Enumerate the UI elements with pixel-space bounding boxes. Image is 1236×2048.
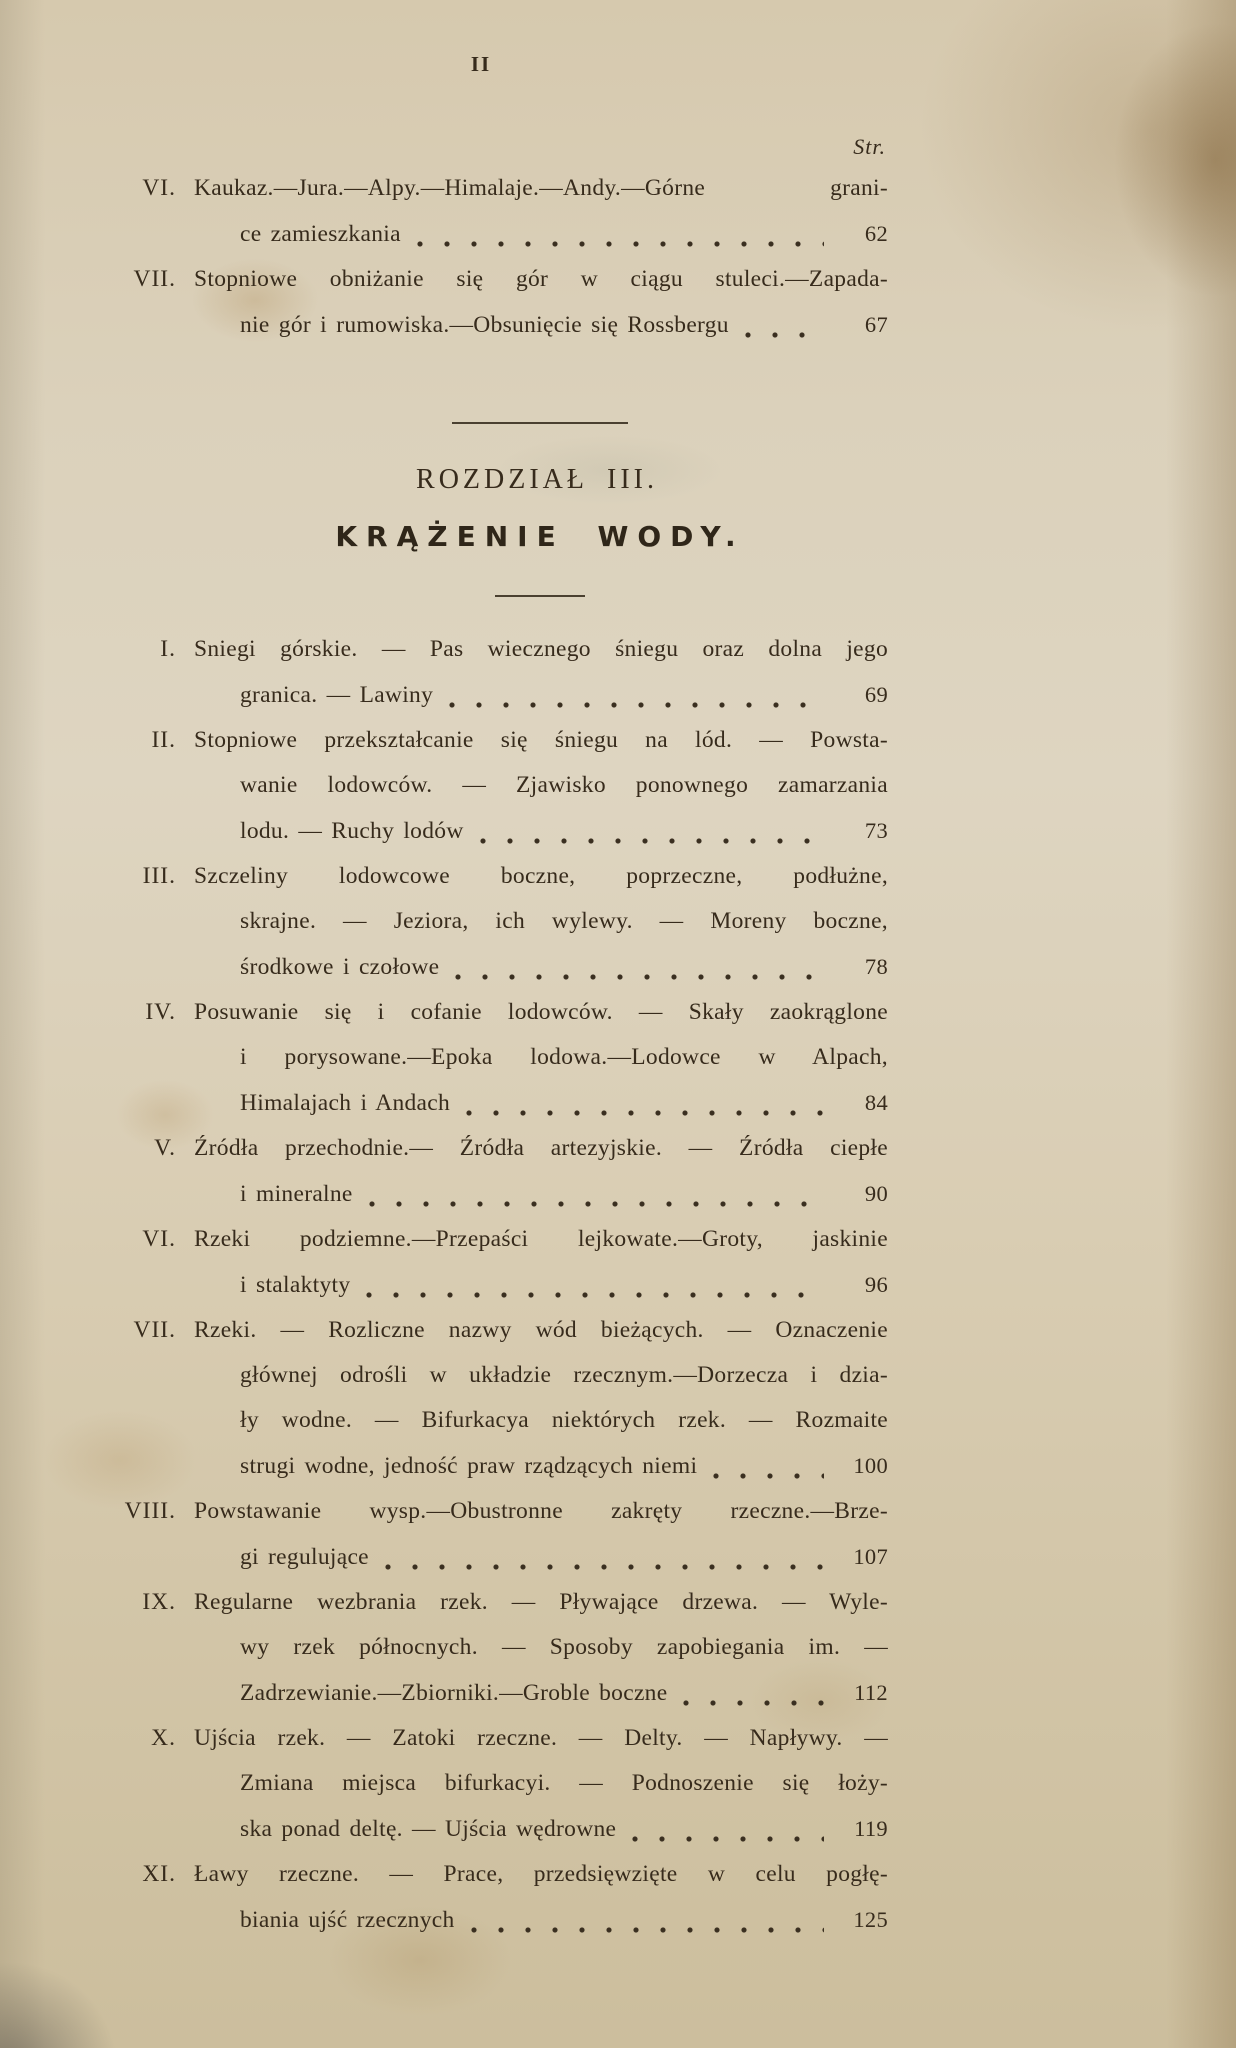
entry-page-number: 84 [864, 1090, 888, 1115]
prev-chapter-entries [76, 166, 888, 348]
toc-entry [76, 257, 888, 348]
entry-line-text: Zadrzewianie.—Zbiorniki.—Groble boczne [240, 1680, 668, 1706]
dot-leader [366, 1289, 824, 1301]
entry-last-line [194, 944, 888, 990]
dot-leader [683, 1697, 824, 1709]
toc-entry [76, 1126, 888, 1217]
entry-last-line [194, 1443, 888, 1489]
entry-roman-numeral: VIII. [124, 1498, 176, 1524]
entry-page-number: 69 [864, 682, 888, 707]
entry-last-line [194, 672, 888, 718]
entry-page-number: 119 [854, 1816, 888, 1841]
entry-text-lines [194, 257, 888, 348]
entry-roman-numeral: X. [151, 1725, 176, 1751]
entry-text-lines [194, 990, 888, 1126]
entry-last-line [194, 1171, 888, 1217]
table-of-contents [76, 82, 888, 1943]
chapter-subtitle: KRĄŻENIE WODY. [335, 520, 745, 553]
entry-roman-numeral: V. [154, 1135, 176, 1161]
entry-line: skrajne. — Jeziora, ich wylewy. — Moreny boczne, [240, 908, 888, 934]
entry-text-lines [194, 718, 888, 854]
entry-roman-numeral: VII. [133, 266, 176, 292]
dot-leader [745, 329, 824, 341]
entry-text-lines [194, 854, 888, 990]
entry-page-number: 107 [853, 1544, 888, 1569]
entry-text-lines [194, 1308, 888, 1489]
dot-leader [385, 1561, 824, 1573]
dot-leader [369, 1198, 824, 1210]
entry-text-lines [194, 1852, 888, 1943]
entry-text-lines [194, 166, 888, 257]
dot-leader [480, 835, 824, 847]
subtitle-divider [495, 595, 585, 597]
entry-line-text: biania ujść rzecznych [240, 1907, 455, 1933]
entry-page-number: 90 [864, 1181, 888, 1206]
entry-page-number: 67 [864, 312, 888, 337]
toc-entry [76, 1308, 888, 1489]
entry-page-number: 112 [854, 1680, 888, 1705]
entry-line: Szczeliny lodowcowe boczne, poprzeczne, podłużne, [194, 863, 888, 889]
entry-line-text: i stalaktyty [240, 1272, 351, 1298]
entry-page-number: 100 [853, 1453, 888, 1478]
section-divider [452, 422, 628, 424]
entry-line: wy rzek północnych. — Sposoby zapobiegania im. — [240, 1634, 888, 1660]
toc-entry [76, 166, 888, 257]
entry-last-line [194, 1806, 888, 1852]
dot-leader [417, 238, 824, 250]
entry-last-line [194, 1080, 888, 1126]
dot-leader [632, 1833, 824, 1845]
entry-line-text: gi regulujące [240, 1544, 369, 1570]
toc-entry [76, 1716, 888, 1852]
entry-line-text: i mineralne [240, 1181, 353, 1207]
entry-text-lines [194, 1126, 888, 1217]
entry-roman-numeral: I. [160, 636, 176, 662]
entry-line: wanie lodowców. — Zjawisko ponownego zamarzania [240, 772, 888, 798]
dot-leader [449, 699, 824, 711]
entry-line: Rzeki. — Rozliczne nazwy wód bieżących. — Oznaczenie [194, 1317, 888, 1343]
entry-roman-numeral: IX. [142, 1589, 176, 1615]
entry-line: Rzeki podziemne.—Przepaści lejkowate.—Groty, jaskinie [194, 1226, 888, 1252]
entry-page-number: 73 [864, 818, 888, 843]
entry-line: i porysowane.—Epoka lodowa.—Lodowce w Alpach, [240, 1044, 888, 1070]
entry-line: Stopniowe przekształcanie się śniegu na lód. — Powsta- [194, 727, 888, 753]
entry-roman-numeral: III. [142, 863, 176, 889]
entry-line-text: granica. — Lawiny [240, 682, 434, 708]
entry-line: Powstawanie wysp.—Obustronne zakręty rzeczne.—Brze- [194, 1498, 888, 1524]
entry-roman-numeral: IV. [145, 999, 176, 1025]
entry-last-line [194, 808, 888, 854]
entry-line-text: strugi wodne, jedność praw rządzących niemi [240, 1453, 698, 1479]
entry-text-lines [194, 1716, 888, 1852]
entry-line-text: środkowe i czołowe [240, 954, 440, 980]
entry-last-line [194, 302, 888, 348]
entry-page-number: 125 [853, 1907, 888, 1932]
entry-line: Źródła przechodnie.— Źródła artezyjskie. — Źródła ciepłe [194, 1135, 888, 1161]
chapter-entries [76, 627, 888, 1943]
entry-text-lines [194, 627, 888, 718]
toc-entry [76, 990, 888, 1126]
toc-entry [76, 1580, 888, 1716]
page-number-folio: II [470, 52, 492, 76]
entry-page-number: 62 [864, 221, 888, 246]
entry-line-text: ska ponad deltę. — Ujścia wędrowne [240, 1816, 617, 1842]
entry-roman-numeral: VII. [133, 1317, 176, 1343]
entry-roman-numeral: XI. [142, 1861, 176, 1887]
entry-line: Kaukaz.—Jura.—Alpy.—Himalaje.—Andy.—Górne grani- [194, 175, 888, 201]
toc-entry [76, 1852, 888, 1943]
chapter-title: ROZDZIAŁ III. [416, 464, 658, 495]
entry-line: Ławy rzeczne. — Prace, przedsięwzięte w celu pogłę- [194, 1861, 888, 1887]
entry-last-line [194, 1670, 888, 1716]
entry-last-line [194, 1262, 888, 1308]
entry-line: ły wodne. — Bifurkacya niektórych rzek. — Rozmaite [240, 1407, 888, 1433]
entry-roman-numeral: VI. [142, 1226, 176, 1252]
entry-line: Stopniowe obniżanie się gór w ciągu stuleci.—Zapada- [194, 266, 888, 292]
toc-entry [76, 627, 888, 718]
entry-roman-numeral: II. [151, 727, 176, 753]
entry-text-lines [194, 1580, 888, 1716]
toc-entry [76, 1489, 888, 1580]
entry-line-text: Himalajach i Andach [240, 1090, 451, 1116]
dot-leader [713, 1470, 824, 1482]
entry-line-text: ce zamieszkania [240, 221, 401, 247]
entry-last-line [194, 1897, 888, 1943]
entry-line: Ujścia rzek. — Zatoki rzeczne. — Delty. — Napływy. — [194, 1725, 888, 1751]
toc-entry [76, 854, 888, 990]
entry-text-lines [194, 1489, 888, 1580]
entry-last-line [194, 211, 888, 257]
toc-entry [76, 1217, 888, 1308]
entry-line-text: lodu. — Ruchy lodów [240, 818, 464, 844]
entry-line: głównej odrośli w układzie rzecznym.—Dorzecza i dzia- [240, 1362, 888, 1388]
page-column-header: Str. [853, 134, 886, 159]
entry-last-line [194, 1534, 888, 1580]
entry-line-text: nie gór i rumowiska.—Obsunięcie się Rossbergu [240, 312, 729, 338]
dot-leader [471, 1924, 824, 1936]
entry-line: Zmiana miejsca bifurkacyi. — Podnoszenie się łoży- [240, 1770, 888, 1796]
entry-text-lines [194, 1217, 888, 1308]
entry-page-number: 78 [864, 954, 888, 979]
entry-line: Posuwanie się i cofanie lodowców. — Skały zaokrąglone [194, 999, 888, 1025]
entry-roman-numeral: VI. [142, 175, 176, 201]
dot-leader [455, 971, 824, 983]
dot-leader [466, 1107, 824, 1119]
entry-line: Sniegi górskie. — Pas wiecznego śniegu oraz dolna jego [194, 636, 888, 662]
entry-line: Regularne wezbrania rzek. — Pływające drzewa. — Wyle- [194, 1589, 888, 1615]
entry-page-number: 96 [864, 1272, 888, 1297]
toc-entry [76, 718, 888, 854]
